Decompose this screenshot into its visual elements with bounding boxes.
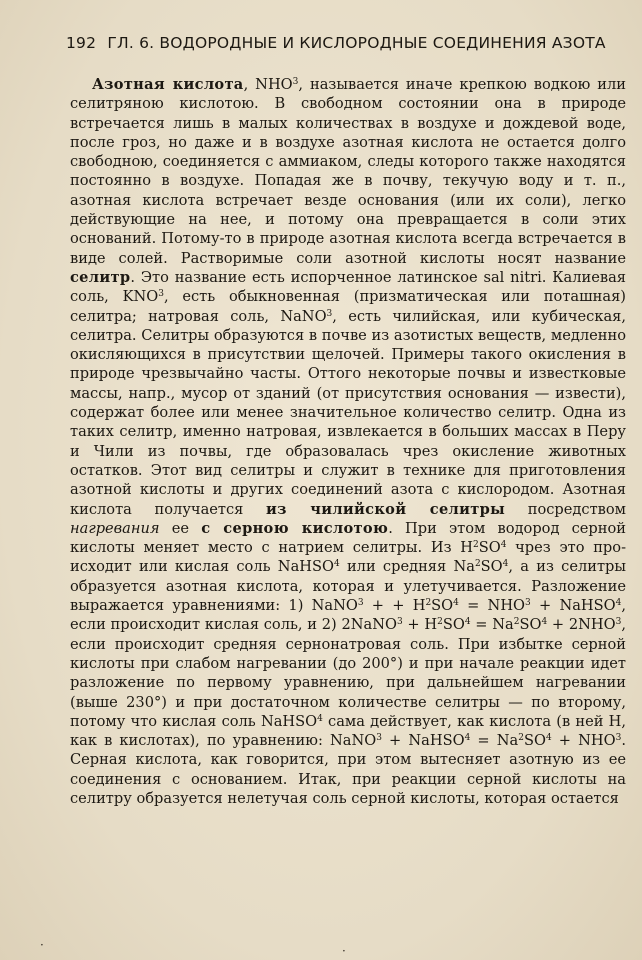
superscript: 3 <box>525 598 531 609</box>
superscript: 3 <box>396 617 403 628</box>
italic-phrase: нагревания <box>70 519 160 537</box>
text-run: + 2NHO <box>547 616 616 634</box>
text-run: . Серная кислота, как говорится, при этом вытесняет азотную из ее соединения с основанием. Итак, при реакции серной кислоты на селитру образуется нелетучая соль серной кислоты, которая остается <box>70 732 626 807</box>
text-run: . Это название есть испорченное латинское sal nitri. Калиевая соль, KNO <box>70 268 626 306</box>
text-run: чрез это происходит или кислая соль NaHSO <box>70 539 626 576</box>
running-header <box>66 34 622 52</box>
superscript: 4 <box>464 617 471 628</box>
bold-phrase: с серною кислотою <box>201 519 389 537</box>
text-run: = Na <box>470 616 514 634</box>
term-nitric-acid: Азотная кислота <box>92 76 244 93</box>
text-run: SO <box>480 558 503 576</box>
text-run: посредством <box>505 500 626 518</box>
text-run: , а из селитры образуется азотная кислота, которая и улетучивается. Разложение выражается уравнениями: 1) NaNO <box>70 558 626 615</box>
text-run: + NaHSO <box>381 732 465 750</box>
superscript: 2 <box>437 617 443 628</box>
running-title: ГЛ. 6. ВОДОРОДНЫЕ И КИСЛОРОДНЫЕ СОЕДИНЕНИЯ АЗОТА <box>107 34 606 52</box>
superscript: 4 <box>615 598 622 609</box>
text-run: , если происходит кислая соль, и 2) 2NaNO <box>70 597 626 634</box>
text-run: + + H <box>363 597 426 615</box>
superscript: 4 <box>541 617 548 628</box>
superscript: 2 <box>473 540 479 551</box>
superscript: 3 <box>357 598 364 609</box>
text-run: = NHO <box>458 597 526 615</box>
superscript: 4 <box>333 559 340 570</box>
superscript: 3 <box>326 308 333 319</box>
superscript: 3 <box>376 733 382 744</box>
superscript: 4 <box>453 598 459 609</box>
superscript: 4 <box>500 540 507 551</box>
superscript: 2 <box>518 733 524 744</box>
superscript: 2 <box>513 617 520 628</box>
bold-phrase: из чилийской селитры <box>266 500 506 518</box>
superscript: 3 <box>615 617 622 628</box>
text-run: SO <box>519 616 542 634</box>
text-run: , NHO <box>243 76 293 93</box>
text-run: ее <box>159 519 202 537</box>
text-run: + NaHSO <box>530 597 616 615</box>
text-run: + H <box>402 616 438 634</box>
term-saltpeters: селитр <box>70 268 131 286</box>
superscript: 2 <box>474 559 481 570</box>
print-speck: · <box>40 938 44 952</box>
text-run: SO <box>442 616 465 634</box>
text-run: + NHO <box>551 732 616 750</box>
text-run: , называется иначе крепкою водкою или селитряною кислотою. В свободном состоянии она в природе встречается лишь в малых количествах в воздухе и дождевой воде, после гроз, но даже и в воздухе азотная кислота не остается долго свободною, соединяется с аммиаком, следы которого также находятся постоянно в воздухе. Попадая же в почву, текучую воду и т. п., азотная кислота встречает везде основания (или их соли), легко действующие на нее, и потому она превращается в соли этих оснований. Потому-то в природе азотная кислота всегда встречается в виде солей. Растворимые соли азотной кислоты носят название <box>70 76 627 267</box>
superscript: 4 <box>545 733 552 744</box>
page-number: 192 <box>66 34 97 52</box>
superscript: 4 <box>502 559 509 570</box>
text-run: . При этом водород серной кислоты меняет место с натрием селитры. Из H <box>70 519 626 557</box>
text-run: сама действует, как кислота (в ней H, как в кислотах), по уравнению: NaNO <box>70 712 626 750</box>
superscript: 3 <box>292 77 299 87</box>
text-run: SO <box>478 539 501 557</box>
superscript: 4 <box>317 713 323 724</box>
body-paragraph <box>70 75 626 808</box>
superscript: 3 <box>615 733 622 744</box>
text-run: SO <box>523 732 546 750</box>
superscript: 2 <box>425 598 432 609</box>
text-run: SO <box>431 597 454 615</box>
text-run: , есть чилийская, или кубическая, селитра. Селитры образуются в почве из азотистых веществ, медленно окисляющихся в присутствии щелочей. Примеры такого окисления в природе чрезвычайно часты. Оттого некоторые почвы и известковые массы, напр., мусор от зданий (от присутствия основания — извести), содержат более или менее значительное количество селитр. Одна из таких селитр, именно натровая, извлекается в больших массах в Перу и Чили из почвы, где образовалась чрез окисление животных остатков. Этот вид селитры и служит в технике для приготовления азотной кислоты и других соединений азота с кислородом. Азотная кислота получается <box>70 307 626 518</box>
superscript: 3 <box>158 289 164 300</box>
text-run: , есть обыкновенная (призматическая или поташная) селитра; натровая соль, NaNO <box>70 288 626 325</box>
superscript: 4 <box>464 733 471 744</box>
text-run: или средняя Na <box>339 558 475 576</box>
text-run: , если происходит средняя сернонатровая соль. При избытке серной кислоты при слабом нагревании (до 200°) и при начале реакции идет разложение по первому уравнению, при дальнейшем нагревании (выше 230°) и при достаточном количестве селитры — по второму, потому что кислая соль NaHSO <box>70 616 626 730</box>
text-run: = Na <box>470 732 519 750</box>
print-speck: · <box>342 944 346 958</box>
